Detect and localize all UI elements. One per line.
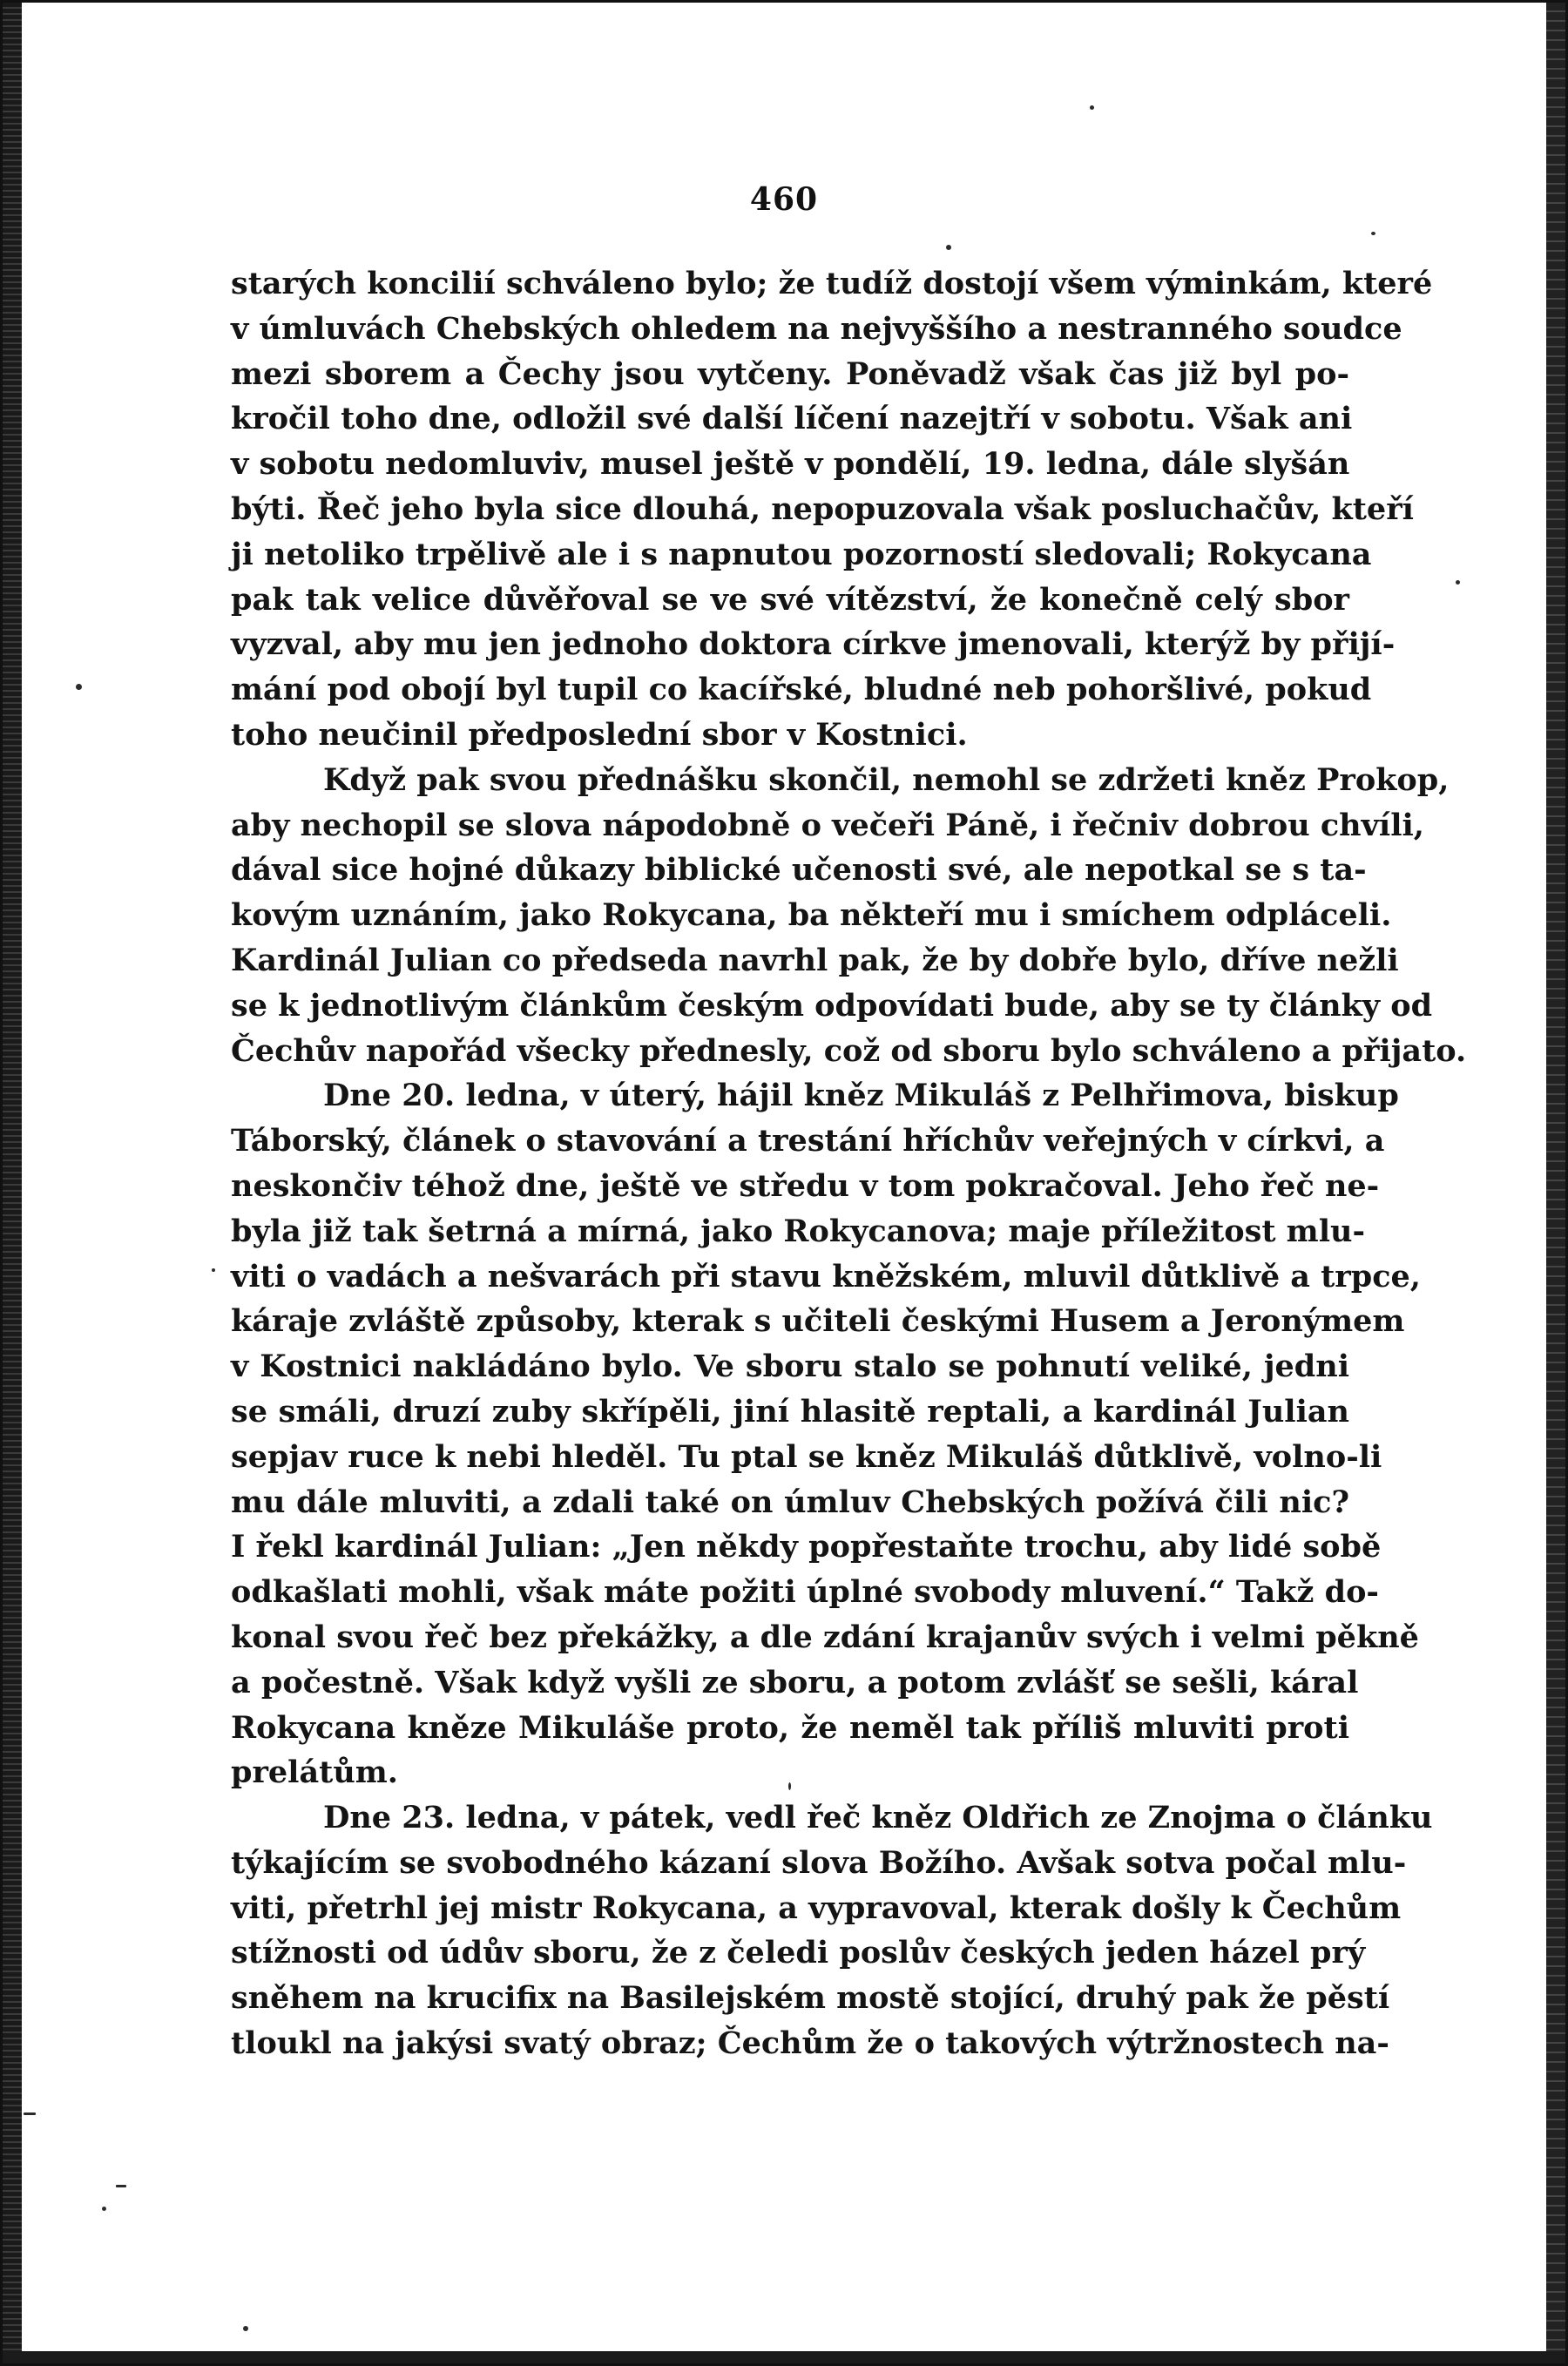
text-line: Dne 23. ledna, v pátek, vedl řeč kněz Oldřich ze Znojma o článku — [323, 1800, 1433, 1836]
dust-speck — [76, 684, 82, 690]
text-line: tloukl na jakýsi svatý obraz; Čechům že o takových výtržnostech na- — [231, 2025, 1389, 2062]
text-line: Kardinál Julian co předseda navrhl pak, že by dobře bylo, dříve nežli — [231, 942, 1399, 978]
dust-speck — [243, 2326, 248, 2331]
text-line: mu dále mluviti, a zdali také on úmluv Chebských požívá čili nic? — [231, 1484, 1349, 1520]
text-line: stížnosti od údův sboru, že z čeledi poslův českých jeden házel prý — [231, 1935, 1366, 1971]
page-edge-right — [1546, 3, 1565, 2363]
text-line: v sobotu nedomluviv, musel ještě v pondělí, 19. ledna, dále slyšán — [231, 446, 1350, 483]
text-line: toho neučinil předposlední sbor v Kostnici. — [231, 716, 968, 753]
text-line: týkajícím se svobodného kázaní slova Božího. Avšak sotva počal mlu- — [231, 1844, 1407, 1881]
text-line: viti o vadách a nešvarách při stavu kněžském, mluvil důtklivě a trpce, — [231, 1258, 1421, 1295]
dust-speck — [946, 245, 951, 250]
page-number: 460 — [749, 181, 819, 218]
text-line: se k jednotlivým článkům českým odpovídati bude, aby se ty články od — [231, 987, 1433, 1024]
text-line: Rokycana kněze Mikuláše proto, že neměl tak příliš mluviti proti — [231, 1709, 1349, 1746]
text-line: I řekl kardinál Julian: „Jen někdy popřestaňte trochu, aby lidé sobě — [231, 1529, 1382, 1565]
text-line: odkašlati mohli, však máte požiti úplné svobody mluvení.“ Takž do- — [231, 1574, 1379, 1611]
text-line: mání pod obojí byl tupil co kacířské, bludné neb pohoršlivé, pokud — [231, 672, 1372, 708]
text-line: v Kostnici nakládáno bylo. Ve sboru stalo se pohnutí veliké, jedni — [231, 1349, 1349, 1385]
text-line: byla již tak šetrná a mírná, jako Rokycanova; maje příležitost mlu- — [231, 1213, 1365, 1249]
text-line: starých koncilií schváleno bylo; že tudíž dostojí všem výminkám, které — [231, 266, 1433, 301]
text-line: v úmluvách Chebských ohledem na nejvyššího a nestranného soudce — [231, 310, 1402, 347]
text-line: kovým uznáním, jako Rokycana, ba někteří mu i smíchem odpláceli. — [231, 897, 1392, 934]
text-line: se smáli, druzí zuby skřípěli, jiní hlasitě reptali, a kardinál Julian — [231, 1393, 1349, 1430]
text-line: Dne 20. ledna, v úterý, hájil kněz Mikuláš z Pelhřimova, biskup — [323, 1078, 1399, 1114]
text-line: Táborský, článek o stavování a trestání hříchův veřejných v církvi, a — [231, 1123, 1385, 1159]
text-line: mezi sborem a Čechy jsou vytčeny. Poněvadž však čas již byl po- — [231, 355, 1349, 392]
dust-speck — [1371, 232, 1375, 235]
text-line: kročil toho dne, odložil své další líčení nazejtří v sobotu. Však ani — [231, 401, 1353, 437]
dust-speck — [788, 1782, 791, 1790]
text-line: pak tak velice důvěřoval se ve své vítězství, že konečně celý sbor — [231, 581, 1349, 618]
text-line: viti, přetrhl jej mistr Rokycana, a vypravoval, kterak došly k Čechům — [231, 1889, 1402, 1926]
page-edge-left — [3, 3, 22, 2363]
text-line: Čechův napořád všecky přednesly, což od sboru bylo schváleno a přijato. — [231, 1032, 1467, 1069]
dust-speck — [1090, 105, 1094, 110]
body-text — [231, 261, 1467, 2066]
text-line: Když pak svou přednášku skončil, nemohl se zdržeti kněz Prokop, — [323, 761, 1450, 798]
dust-speck — [116, 2185, 126, 2187]
text-line: sněhem na krucifix na Basilejském mostě stojící, druhý pak že pěstí — [231, 1980, 1390, 2017]
text-line: a počestně. Však když vyšli ze sboru, a potom zvlášť se sešli, káral — [231, 1664, 1359, 1700]
page-edge-bottom — [3, 2351, 1565, 2363]
dust-speck — [102, 2207, 106, 2211]
text-line: dával sice hojné důkazy biblické učenosti své, ale nepotkal se s ta- — [231, 852, 1367, 889]
text-line: ji netoliko trpělivě ale i s napnutou pozorností sledovali; Rokycana — [231, 536, 1372, 572]
dust-speck — [212, 1268, 215, 1272]
text-line: prelátům. — [231, 1754, 398, 1791]
dust-speck — [24, 2112, 36, 2115]
text-line: káraje zvláště způsoby, kterak s učiteli českými Husem a Jeronýmem — [231, 1303, 1405, 1340]
text-line: vyzval, aby mu jen jednoho doktora církve jmenovali, kterýž by přijí- — [231, 626, 1396, 663]
text-line: býti. Řeč jeho byla sice dlouhá, nepopuzovala však posluchačův, kteří — [231, 490, 1414, 527]
text-line: konal svou řeč bez překážky, a dle zdání krajanův svých i velmi pěkně — [231, 1619, 1419, 1655]
text-line: aby nechopil se slova nápodobně o večeři Páně, i řečniv dobrou chvíli, — [231, 807, 1424, 843]
dust-speck — [1456, 580, 1460, 585]
text-line: neskončiv téhož dne, ještě ve středu v tom pokračoval. Jeho řeč ne- — [231, 1167, 1380, 1204]
text-line: sepjav ruce k nebi hleděl. Tu ptal se kněz Mikuláš důtklivě, volno-li — [231, 1438, 1382, 1475]
